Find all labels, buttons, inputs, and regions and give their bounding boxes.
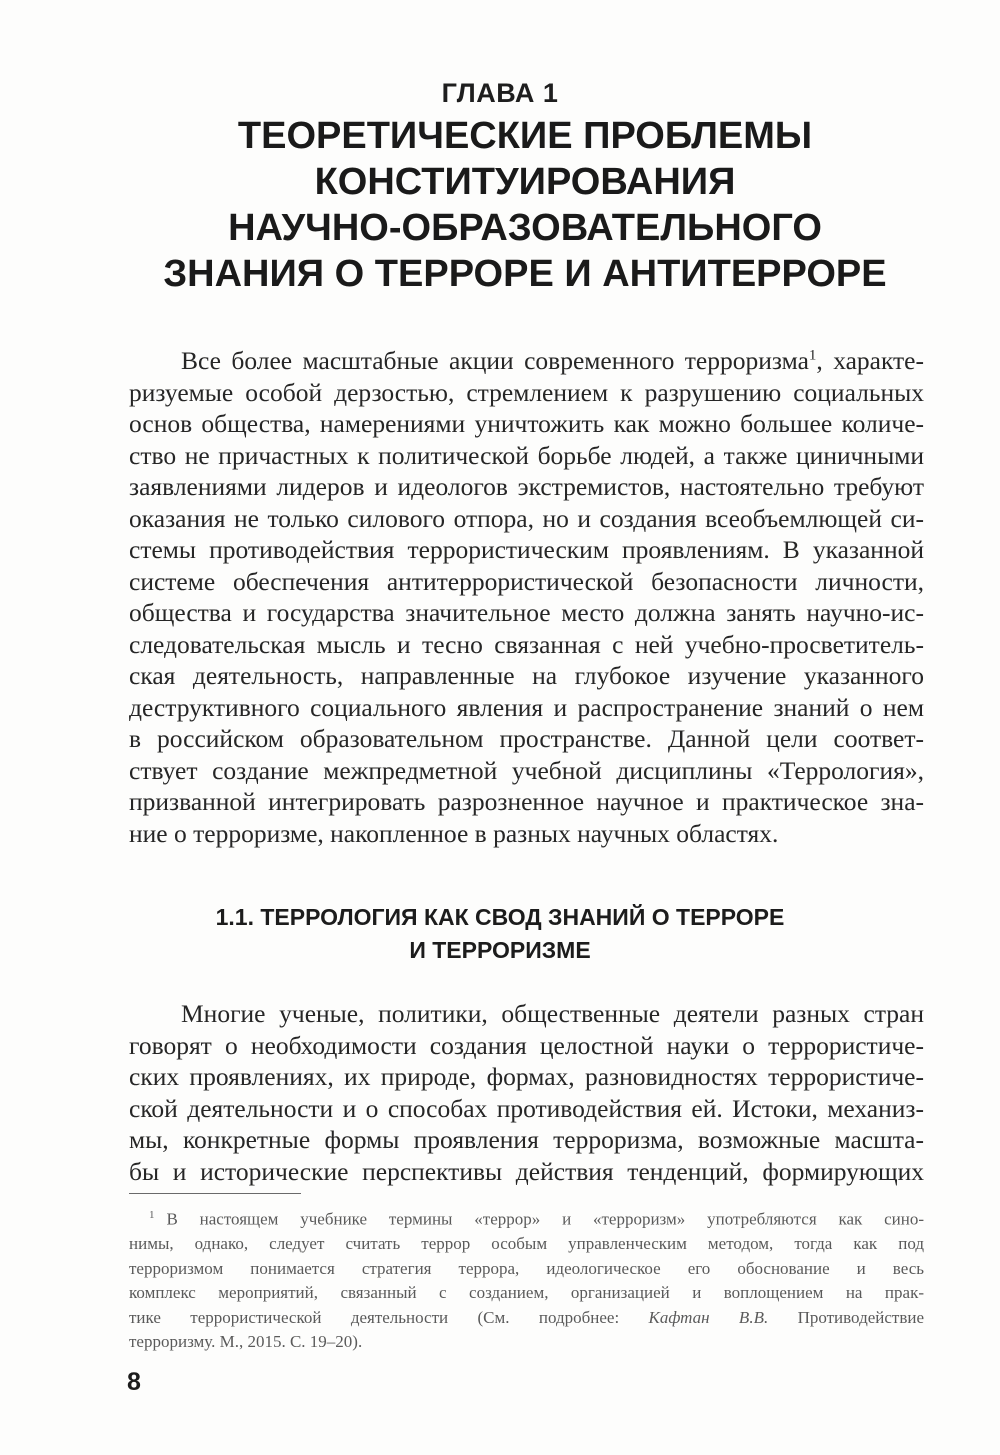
paragraph-line [129,345,924,377]
paragraph-line: ских проявлениях, их природе, формах, разновидностях террористиче- [129,1062,924,1091]
intro-paragraph [129,345,924,849]
footnote-author: Кафтан В.В. [648,1307,769,1327]
footnote-line: терроризмом понимается стратегия террора, идеологическое его обоснование и весь [129,1258,924,1278]
paragraph-line: бы и исторические перспективы действия тенденций, формирующих [129,1156,924,1186]
paragraph-line: основ общества, намерениями уничтожить как можно большее количе- [129,409,924,438]
paragraph-line: ской деятельности и о способах противодействия ей. Истоки, механиз- [129,1093,924,1123]
paragraph-line: оказания не только силового отпора, но и создания всеобъемлющей си- [129,503,924,533]
paragraph-line: призванной интегрировать разрозненное научное и практическое зна- [129,787,924,816]
line-text: Противодействие [768,1307,925,1327]
paragraph-line: говорят о необходимости создания целостной науки о террористиче- [129,1030,924,1060]
line-text: , характе- [816,346,924,375]
paragraph-line: следовательская мысль и тесно связанная с ней учебно-просветитель- [129,629,924,659]
chapter-title [60,113,990,297]
paragraph-line: ская деятельность, направленные на глубокое изучение указанного [129,661,924,690]
paragraph-line: ризуемые особой дерзостью, стремлением к разрушению социальных [129,377,924,407]
chapter-title-line: ЗНАНИЯ О ТЕРРОРЕ И АНТИТЕРРОРЕ [163,253,887,295]
section-title-line: И ТЕРРОРИЗМЕ [409,937,591,963]
footnote-line: нимы, однако, следует считать террор особым управленческим методом, тогда как под [129,1234,924,1254]
footnote-reference[interactable]: 1 [808,347,817,364]
paragraph-line: в российском образовательном пространстве. Данной цели соответ- [129,724,924,753]
footnote-line: комплекс мероприятий, связанный с созданием, организацией и воплощением на прак- [129,1283,924,1303]
paragraph-line: стемы противодействия террористическим проявлениям. В указанной [129,535,924,564]
chapter-title-line: КОНСТИТУИРОВАНИЯ [314,161,736,203]
paragraph-line: ствует создание межпредметной учебной дисциплины «Террология», [129,755,924,785]
paragraph-line: ство не причастных к политической борьбе людей, а также циничными [129,440,924,470]
paragraph-line: ние о терроризме, накопленное в разных научных областях. [129,818,779,848]
footnote [129,1203,924,1355]
footnote-mark: 1 [149,1209,155,1221]
paragraph-line: деструктивного социального явления и распространение знаний о нем [129,692,924,722]
line-text: В настоящем учебнике термины «террор» и «терроризм» употребляются как сино- [166,1209,924,1229]
paragraph-line: заявлениями лидеров и идеологов экстремистов, настоятельно требуют [129,472,924,501]
body-paragraph [129,998,924,1187]
line-text: Все более масштабные акции современного терроризма [181,346,809,375]
section-title [0,901,1000,967]
footnote-line [129,1306,924,1331]
footnote-divider [129,1193,301,1194]
chapter-label: ГЛАВА 1 [441,78,559,108]
paragraph-line: общества и государства значительное место должна занять научно-ис- [129,598,924,627]
page-number: 8 [127,1368,141,1396]
paragraph-line: Многие ученые, политики, общественные деятели разных стран [181,999,924,1028]
paragraph-line: системе обеспечения антитеррористической безопасности личности, [129,566,924,596]
chapter-title-line: ТЕОРЕТИЧЕСКИЕ ПРОБЛЕМЫ [237,115,813,157]
section-title-line: 1.1. ТЕРРОЛОГИЯ КАК СВОД ЗНАНИЙ О ТЕРРОРЕ [215,904,785,930]
footnote-line [129,1203,924,1232]
line-text: тике террористической деятельности (См. подробнее: [129,1307,649,1327]
chapter-title-line: НАУЧНО-ОБРАЗОВАТЕЛЬНОГО [228,207,822,249]
footnote-line: терроризму. М., 2015. С. 19–20). [129,1332,363,1352]
paragraph-line: мы, конкретные формы проявления терроризма, возможные масшта- [129,1125,924,1154]
